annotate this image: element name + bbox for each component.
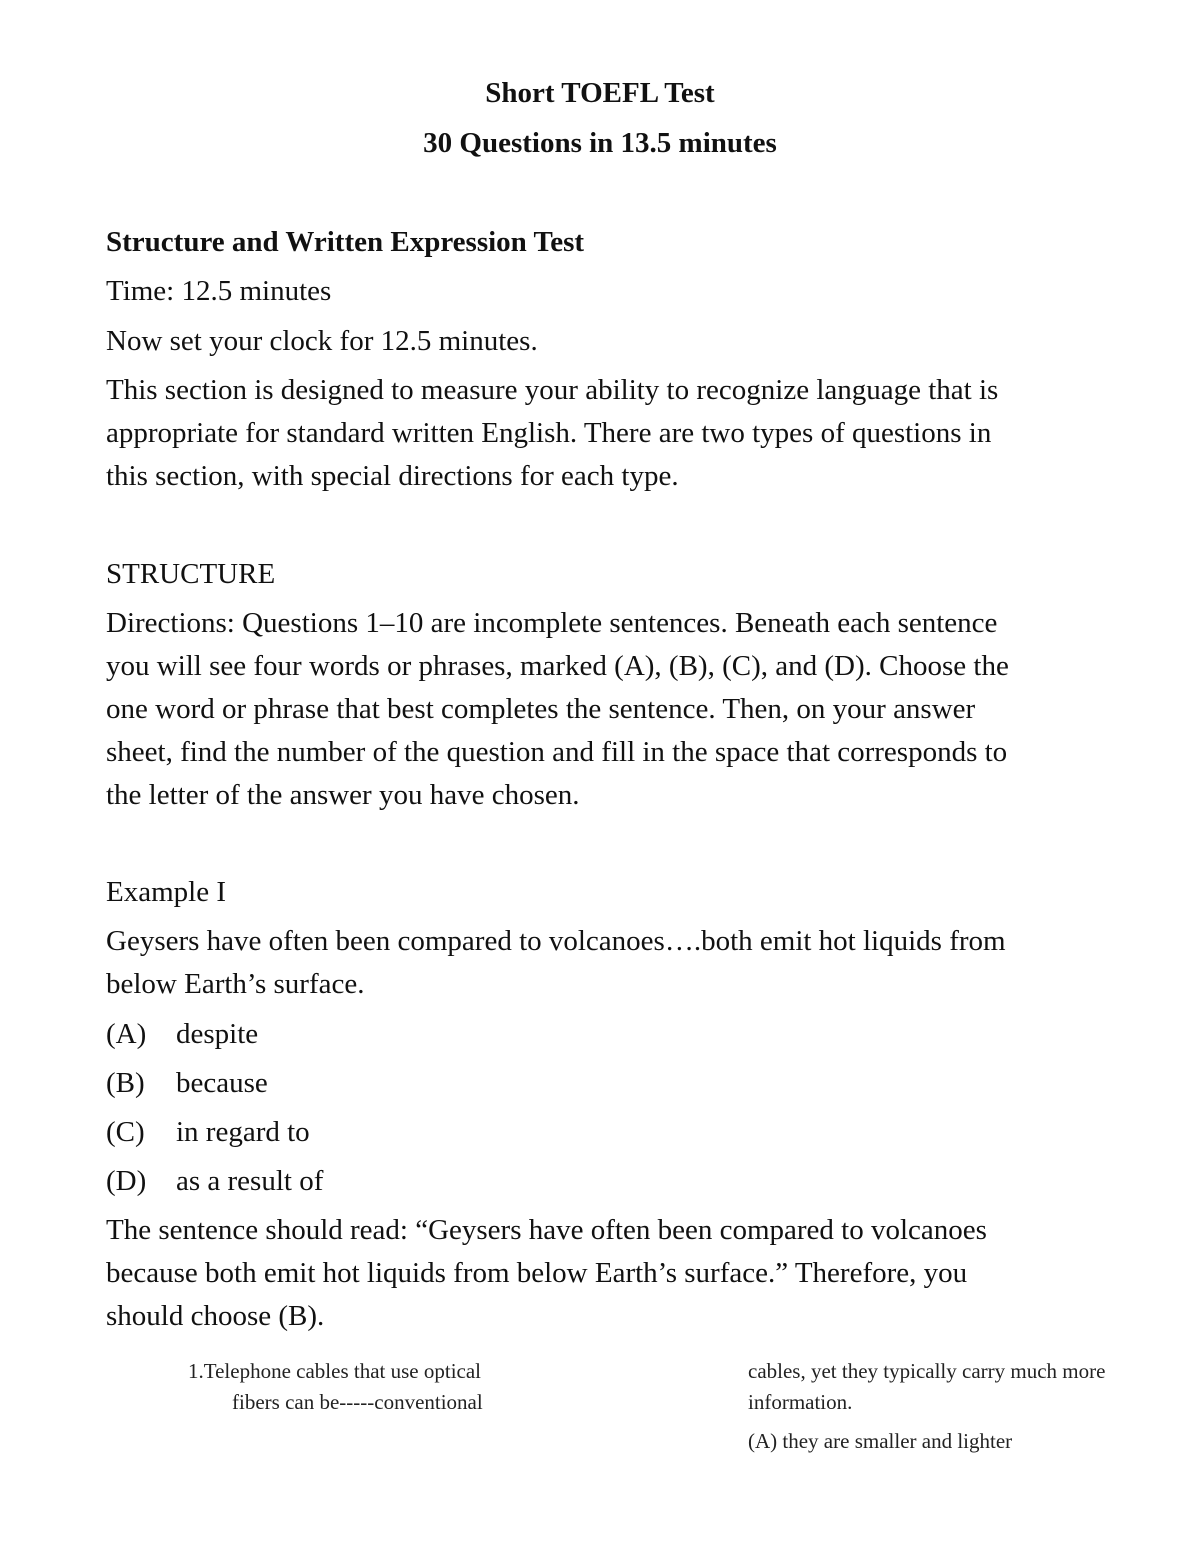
directions-line: the letter of the answer you have chosen. (106, 779, 580, 811)
document-subtitle: 30 Questions in 13.5 minutes (423, 127, 777, 159)
option-a (106, 1018, 258, 1051)
directions-line: one word or phrase that best completes the sentence. Then, on your answer (106, 693, 976, 725)
option-text: in regard to (176, 1116, 310, 1148)
question-1-line: cables, yet they typically carry much more (748, 1359, 1106, 1383)
directions-line: you will see four words or phrases, marked (A), (B), (C), and (D). Choose the (106, 650, 1009, 682)
structure-heading: STRUCTURE (106, 558, 276, 590)
document-title: Short TOEFL Test (485, 77, 715, 109)
directions-line: sheet, find the number of the question and fill in the space that corresponds to (106, 736, 1008, 768)
option-letter: (B) (106, 1067, 145, 1099)
option-text: despite (176, 1018, 259, 1050)
question-1-line: 1.Telephone cables that use optical (188, 1359, 482, 1383)
option-b (106, 1067, 268, 1100)
clock-note: Now set your clock for 12.5 minutes. (106, 325, 538, 357)
example-label: Example I (106, 876, 226, 908)
option-letter: (D) (106, 1165, 147, 1197)
option-letter: (C) (106, 1116, 145, 1148)
intro-line: This section is designed to measure your ability to recognize language that is (106, 374, 999, 406)
explanation-line: The sentence should read: “Geysers have often been compared to volcanoes (106, 1214, 987, 1246)
example-sentence-line: Geysers have often been compared to volcanoes….both emit hot liquids from (106, 925, 1006, 957)
example-sentence-line: below Earth’s surface. (106, 968, 365, 1000)
question-1-line: fibers can be-----conventional (232, 1390, 483, 1414)
option-text: because (176, 1067, 268, 1099)
section-heading: Structure and Written Expression Test (106, 226, 585, 258)
intro-line: appropriate for standard written English. There are two types of questions in (106, 417, 992, 449)
question-1-line: information. (748, 1390, 853, 1414)
explanation-line: should choose (B). (106, 1300, 325, 1332)
option-letter: (A) (106, 1018, 147, 1050)
intro-line: this section, with special directions for each type. (106, 460, 679, 492)
directions-line: Directions: Questions 1–10 are incomplete sentences. Beneath each sentence (106, 607, 998, 639)
option-d (106, 1165, 323, 1198)
explanation-line: because both emit hot liquids from below Earth’s surface.” Therefore, you (106, 1257, 968, 1289)
time-line: Time: 12.5 minutes (106, 275, 332, 307)
option-c (106, 1116, 310, 1149)
question-1-option-a: (A) they are smaller and lighter (748, 1429, 1013, 1453)
option-text: as a result of (176, 1165, 324, 1197)
